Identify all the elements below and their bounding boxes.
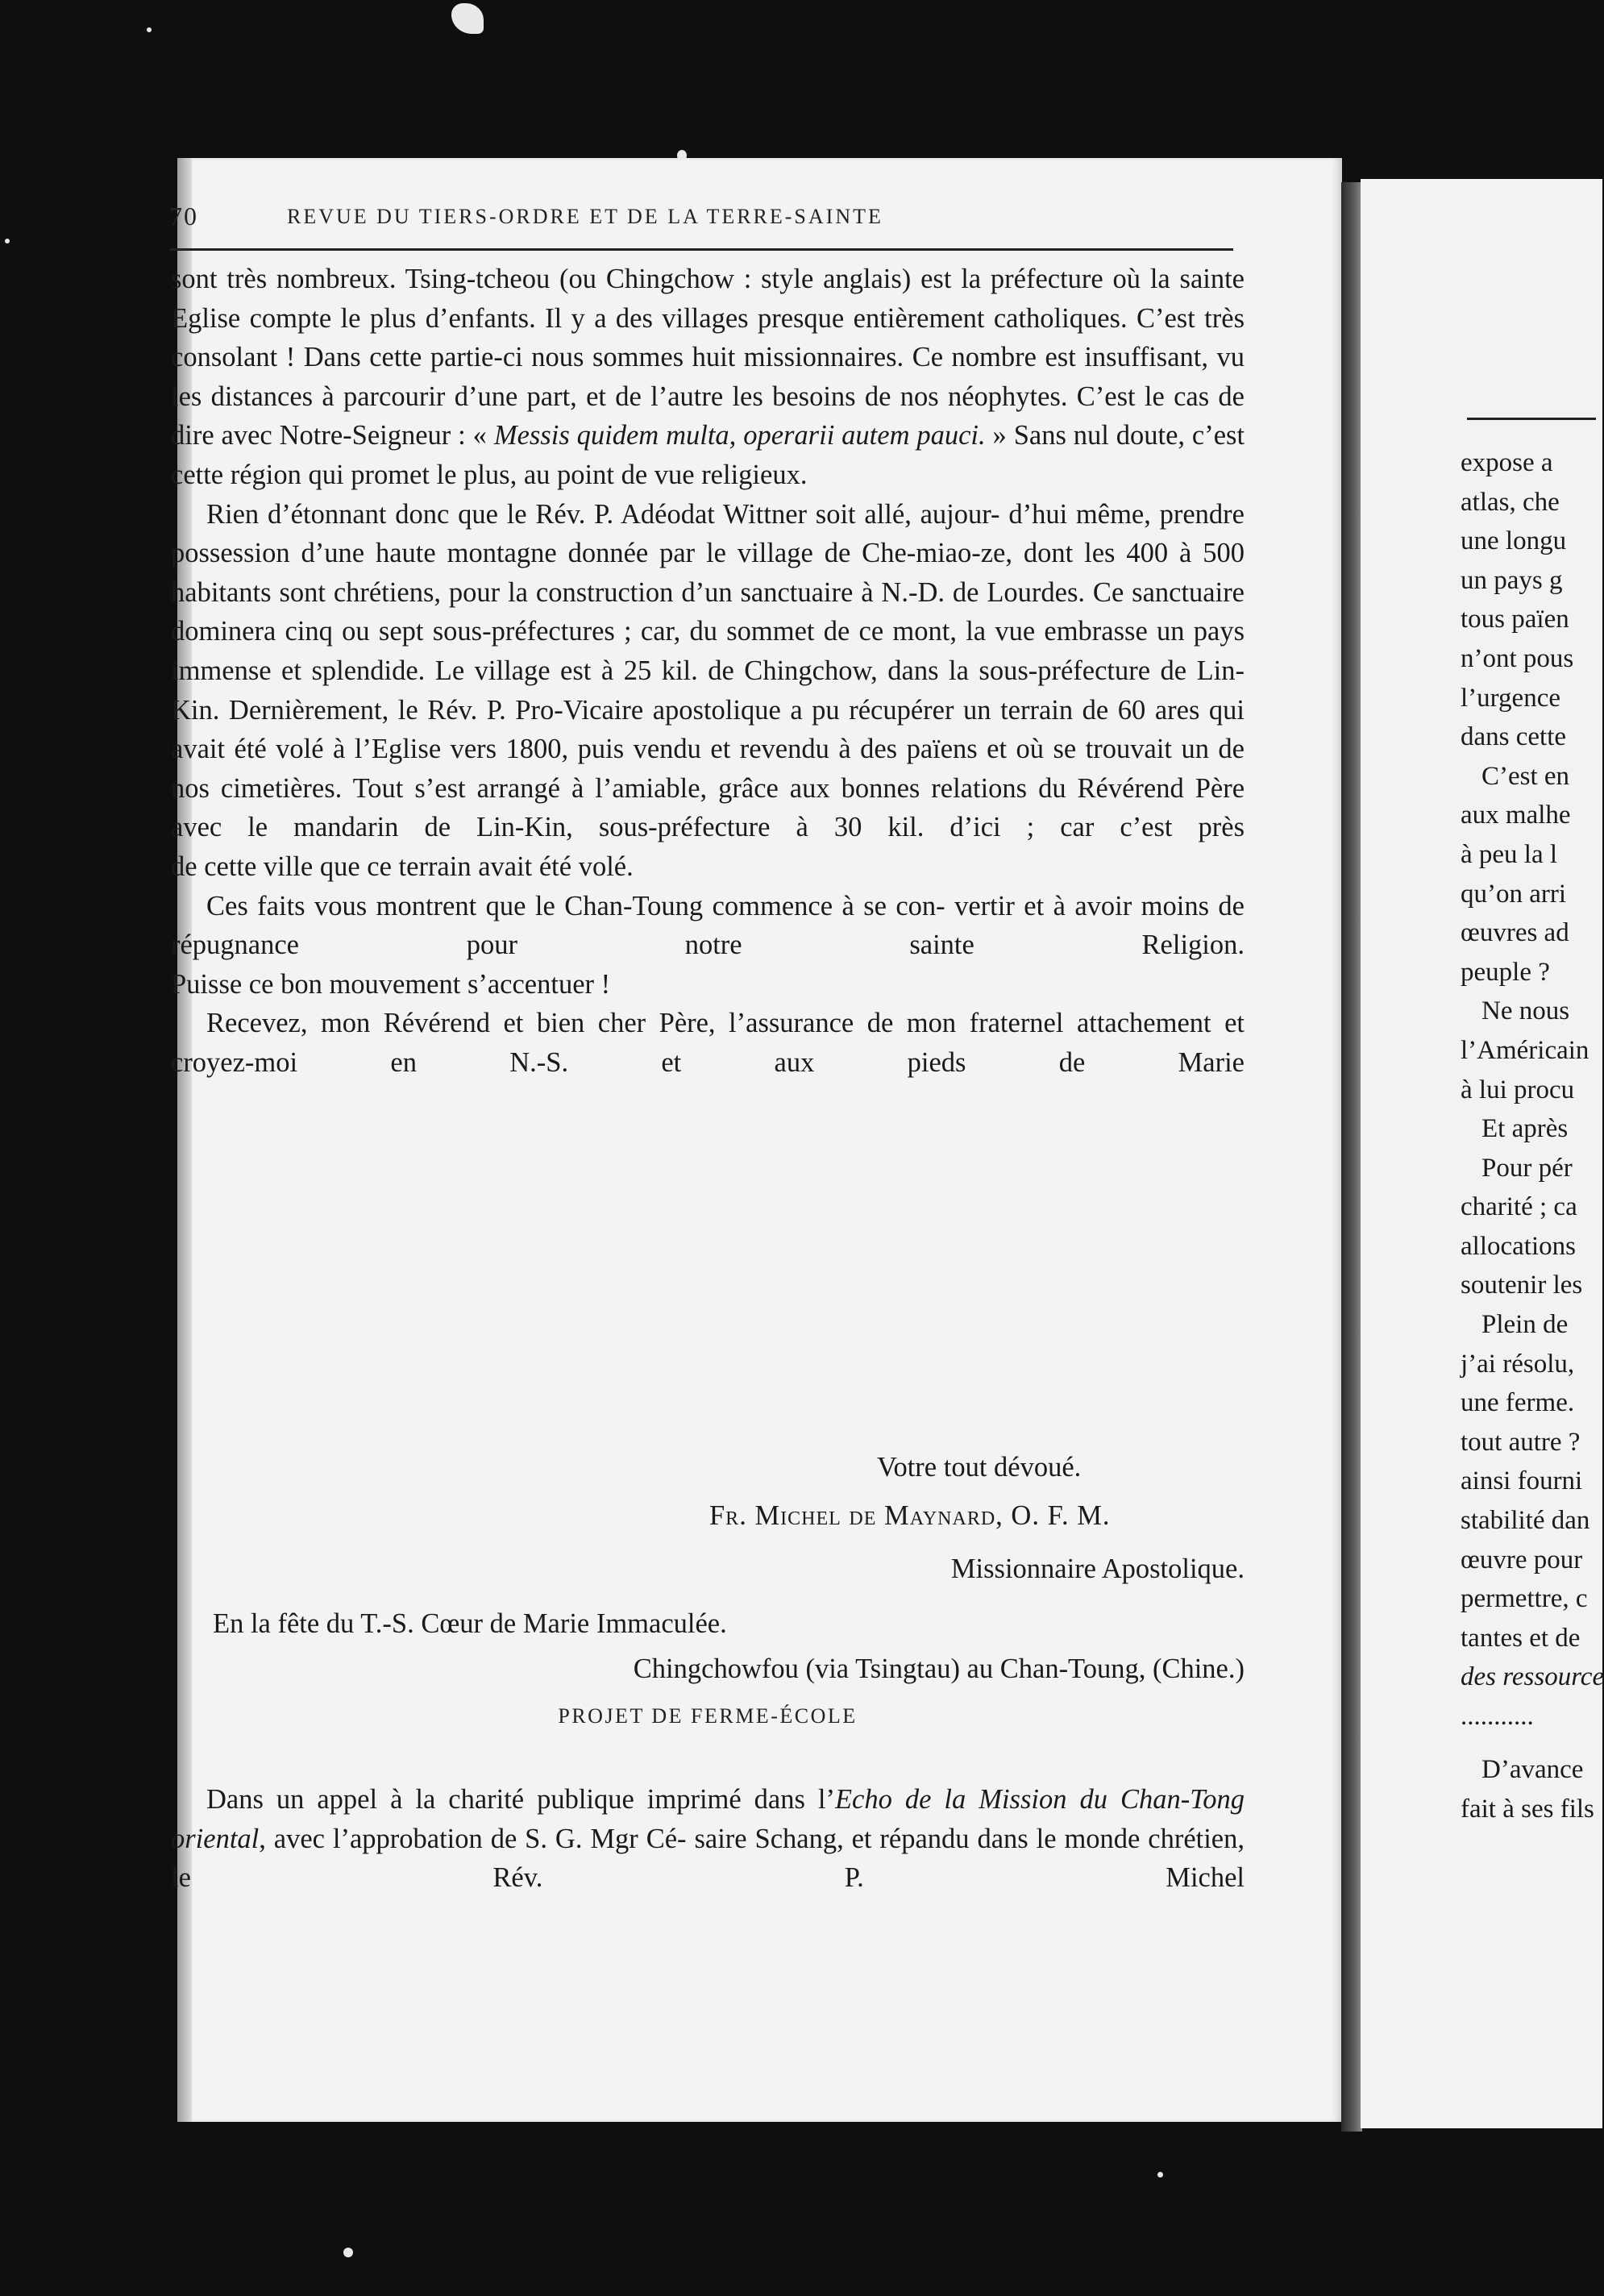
latin-quote: Messis quidem multa, operarii autem pauci.: [493, 420, 986, 451]
line: besoins de nos néophytes. C’est le cas de dire avec Notre-Seigneur :: [171, 381, 1245, 451]
dust-speck: [5, 239, 10, 243]
rp-line: l’Américain: [1461, 1035, 1589, 1065]
rp-line: j’ai résolu,: [1461, 1349, 1575, 1379]
rp-line: aux malhe: [1461, 801, 1571, 830]
closing-votre: [171, 1448, 1245, 1487]
rp-line: œuvres ad: [1461, 918, 1569, 948]
rp-line: atlas, che: [1461, 487, 1560, 517]
line: Ces faits vous montrent que le Chan-Toung commence à se con-: [206, 890, 945, 921]
rp-gap: [1461, 1729, 1589, 1750]
rp-line: une longu: [1461, 526, 1567, 556]
line: village de Che-miao-ze, dont les 400 à 500 habitants sont chrétiens, pour: [171, 538, 1245, 608]
line: saire Schang, et répandu dans le monde chrétien, le Rév. P. Michel: [171, 1823, 1245, 1894]
running-head: [169, 202, 1233, 234]
signature: [171, 1496, 1245, 1535]
section-body: [171, 1780, 1245, 1898]
closing-text: Votre tout dévoué.: [877, 1452, 1082, 1483]
rp-line: Pour pér: [1481, 1153, 1573, 1183]
line: cette partie-ci nous sommes huit missionnaires. Ce nombre est: [369, 342, 1076, 373]
rp-line: l’urgence: [1461, 683, 1560, 713]
line: le Rév. P. Pro-Vicaire apostolique a pu récupérer un terrain de 60: [397, 694, 1146, 726]
rp-line: tout autre ?: [1461, 1427, 1581, 1457]
rp-line: allocations: [1461, 1231, 1576, 1261]
right-page-text: [1461, 443, 1604, 1828]
line: de cette ville que ce terrain avait été volé.: [171, 851, 634, 882]
paragraph-1-end: [171, 455, 1245, 495]
date-text: En la fête du T.-S. Cœur de Marie Immaculée.: [213, 1608, 727, 1639]
rp-line: des ressource: [1461, 1662, 1604, 1692]
dust-speck: [1157, 2172, 1163, 2177]
rp-line: tous païen: [1461, 605, 1569, 634]
line: la préfecture où la sainte Eglise compte le plus d’enfants. Il y a des: [171, 264, 1245, 334]
quote-open: «: [472, 420, 494, 451]
paragraph-2-end: [171, 847, 1245, 887]
paragraph-3: [171, 887, 1245, 965]
line: la construction d’un sanctuaire à N.-D. de Lourdes. Ce sanctuaire: [508, 576, 1245, 608]
line: cette région qui promet le plus, au point de vue religieux.: [171, 459, 808, 490]
paragraph-2: [171, 495, 1245, 847]
rp-line: Ne nous: [1481, 996, 1570, 1026]
dust-speck: [451, 3, 484, 34]
dust-speck: [147, 27, 152, 32]
rp-line: ainsi fourni: [1461, 1466, 1583, 1496]
line: villages presque entièrement catholiques. C’est très consolant ! Dans: [171, 302, 1245, 373]
line: des païens et où se trouvait un de nos cimetières. Tout s’est arrangé: [171, 734, 1245, 804]
line: vertir et à avoir moins de répugnance pour notre sainte Religion.: [171, 890, 1245, 961]
section-title: PROJET DE FERME-ÉCOLE: [558, 1704, 858, 1728]
rp-line: fait à ses fils: [1461, 1794, 1594, 1824]
line: d’hui même, prendre possession d’une haute montagne donnée par le: [171, 498, 1245, 569]
rp-line: Et après: [1481, 1114, 1569, 1144]
paragraph-1: [171, 260, 1245, 455]
line: kil. de Chingchow, dans la sous-préfecture de Lin-Kin. Dernièrement,: [171, 655, 1245, 726]
paragraph-4: [171, 1004, 1245, 1082]
rp-line: à peu la l: [1461, 839, 1558, 869]
date-line: [171, 1604, 1245, 1643]
rp-line: une ferme.: [1461, 1388, 1575, 1418]
line: ares qui avait été volé à l’Eglise vers 1800, puis vendu et revendu à: [171, 694, 1245, 765]
quote-rest: » Sans nul doute, c’est: [985, 420, 1245, 451]
rp-line: un pays g: [1461, 565, 1563, 595]
signature-role: [171, 1549, 1245, 1588]
paragraph-3-end: [171, 965, 1245, 1004]
line: mandarin de Lin-Kin, sous-préfecture à 30 kil. d’ici ; car c’est près: [293, 812, 1245, 843]
rp-line: n’ont pous: [1461, 643, 1574, 673]
rp-line: dans cette: [1461, 722, 1567, 752]
rp-line: peuple ?: [1461, 957, 1550, 987]
line: Puisse ce bon mouvement s’accentuer !: [171, 968, 611, 1000]
line: la vue embrasse un pays immense et splendide. Le village est à 25: [171, 616, 1245, 686]
place-text: Chingchowfou (via Tsingtau) au Chan-Toung, (Chine.): [633, 1653, 1245, 1684]
right-header-rule: [1467, 418, 1596, 420]
rp-dots: ...........: [1461, 1702, 1534, 1731]
book-gutter: [1341, 182, 1362, 2132]
page-number: 70: [169, 202, 198, 231]
role-text: Missionnaire Apostolique.: [950, 1554, 1245, 1584]
section-paragraph: [171, 1780, 1245, 1898]
rp-line: expose a: [1461, 448, 1553, 477]
rp-line: stabilité dan: [1461, 1506, 1590, 1536]
dust-speck: [343, 2248, 353, 2257]
after-title: , avec l’approbation de S. G. Mgr Cé-: [259, 1823, 687, 1854]
letter-body: [171, 260, 1245, 1082]
rp-line: D’avance: [1481, 1755, 1584, 1784]
rp-line: à lui procu: [1461, 1075, 1575, 1104]
line: fraternel attachement et croyez-moi en N.-S. et aux pieds de Marie: [171, 1008, 1245, 1078]
intro-text: Dans un appel à la charité publique imprimé dans l’: [206, 1784, 835, 1815]
journal-title: Echo de la Mission du Chan-Tong oriental: [171, 1784, 1245, 1854]
rp-line: C’est en: [1481, 761, 1570, 791]
rp-line: soutenir les: [1461, 1271, 1583, 1300]
signature-text: Fr. Michel de Maynard, O. F. M.: [709, 1500, 1111, 1531]
line: Recevez, mon Révérend et bien cher Père, l’assurance de mon: [206, 1008, 957, 1039]
line: dominera cinq ou sept sous-préfectures ; car, du sommet de ce mont,: [171, 616, 957, 647]
rp-line: charité ; ca: [1461, 1192, 1577, 1222]
place-line: [171, 1649, 1245, 1688]
line: Rien d’étonnant donc que le Rév. P. Adéodat Wittner soit allé, aujour-: [206, 498, 1000, 530]
rp-line: Plein de: [1481, 1310, 1569, 1340]
running-title: REVUE DU TIERS-ORDRE ET DE LA TERRE-SAINTE: [287, 205, 883, 228]
line: à l’amiable, grâce aux bonnes relations du Révérend Père avec le: [171, 772, 1245, 843]
header-rule: [169, 248, 1233, 251]
rp-line: œuvre pour: [1461, 1545, 1583, 1574]
rp-line: qu’on arri: [1461, 879, 1567, 909]
rp-line: tantes et de: [1461, 1623, 1581, 1653]
rp-line: permettre, c: [1461, 1584, 1588, 1614]
line: insuffisant, vu les distances à parcourir d’une part, et de l’autre les: [171, 342, 1245, 412]
line: sont très nombreux. Tsing-tcheou (ou Chingchow : style anglais) est: [171, 264, 952, 294]
